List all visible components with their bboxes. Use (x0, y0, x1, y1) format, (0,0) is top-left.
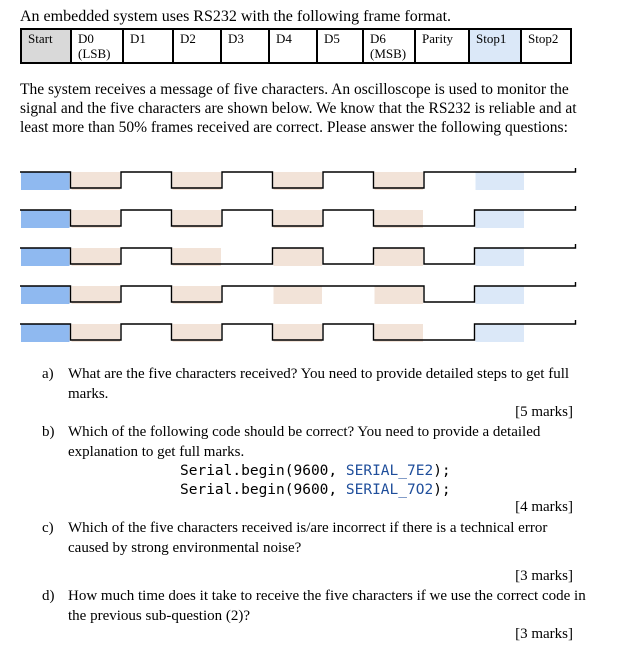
waveform-4 (20, 282, 576, 304)
code-option-2-prefix: Serial.begin(9600, (180, 482, 346, 498)
waveform-5 (20, 320, 576, 342)
waveform-1 (20, 168, 576, 190)
bit-cell (21, 172, 70, 190)
question-d-text: How much time does it take to receive the five characters if we use the correct code in the previous sub-question (2)? (68, 588, 586, 624)
question-c-label: c) (42, 520, 54, 536)
bit-cell (476, 248, 525, 266)
question-b-label: b) (42, 424, 55, 440)
frame-field-label: Start (28, 31, 53, 46)
intro-text: An embedded system uses RS232 with the following frame format. (20, 8, 452, 25)
bit-cell (274, 248, 323, 266)
waveform-3 (20, 244, 576, 266)
bit-cell (375, 286, 424, 304)
frame-field-label: Stop1 (476, 31, 507, 46)
frame-field-label: Parity (422, 31, 454, 46)
question-c-text: Which of the five characters received is/are incorrect if there is a technical error caused by strong environmental noise? (68, 520, 548, 556)
bit-cell (21, 286, 70, 304)
bit-cell (476, 172, 525, 190)
question-a-marks: [5 marks] (515, 404, 573, 420)
code-option-1-keyword: SERIAL_7E2 (345, 463, 434, 479)
code-option-1-suffix: ); (433, 463, 451, 479)
bit-cell (476, 324, 525, 342)
question-b-marks: [4 marks] (515, 499, 573, 515)
question-a-label: a) (42, 366, 54, 382)
code-option-2-keyword: SERIAL_7O2 (345, 482, 434, 498)
frame-field-label: D2 (180, 31, 196, 46)
question-c (0, 518, 640, 558)
question-a (0, 364, 640, 404)
frame-field-label: D0 (78, 31, 94, 46)
question-c-marks: [3 marks] (515, 568, 573, 584)
question-d-label: d) (42, 588, 55, 604)
code-option-1 (180, 462, 451, 481)
question-d-marks: [3 marks] (515, 626, 573, 642)
bit-cell (21, 210, 70, 228)
frame-field-label: D6 (370, 31, 386, 46)
waveform-2 (20, 206, 576, 228)
frame-field-label: D4 (276, 31, 292, 46)
question-b-text: Which of the following code should be correct? You need to provide a detailed explanation to get full marks. (68, 424, 541, 460)
question-d (0, 586, 640, 626)
bit-cell (21, 248, 70, 266)
bit-cell (375, 248, 424, 266)
frame-field-label: Stop2 (528, 31, 559, 46)
code-option-2 (180, 481, 451, 500)
question-a-text: What are the five characters received? You need to provide detailed steps to get full marks. (68, 366, 570, 402)
bit-cell (476, 210, 525, 228)
code-option-2-suffix: ); (433, 482, 451, 498)
frame-field-label: D1 (130, 31, 146, 46)
code-option-1-prefix: Serial.begin(9600, (180, 463, 346, 479)
frame-field-sublabel: (MSB) (370, 46, 407, 61)
bit-cell (21, 324, 70, 342)
question-b (0, 422, 640, 462)
frame-field-label: D3 (228, 31, 244, 46)
problem-paragraph: The system receives a message of five characters. An oscilloscope is used to monitor the signal and the five characters are shown below. We know that the RS232 is reliable and at least more than 50% frames received are correct. Please answer the following questions: (20, 81, 577, 136)
frame-field-sublabel: (LSB) (78, 46, 111, 61)
frame-field-label: D5 (324, 31, 340, 46)
bit-cell (274, 286, 323, 304)
bit-cell (476, 286, 525, 304)
